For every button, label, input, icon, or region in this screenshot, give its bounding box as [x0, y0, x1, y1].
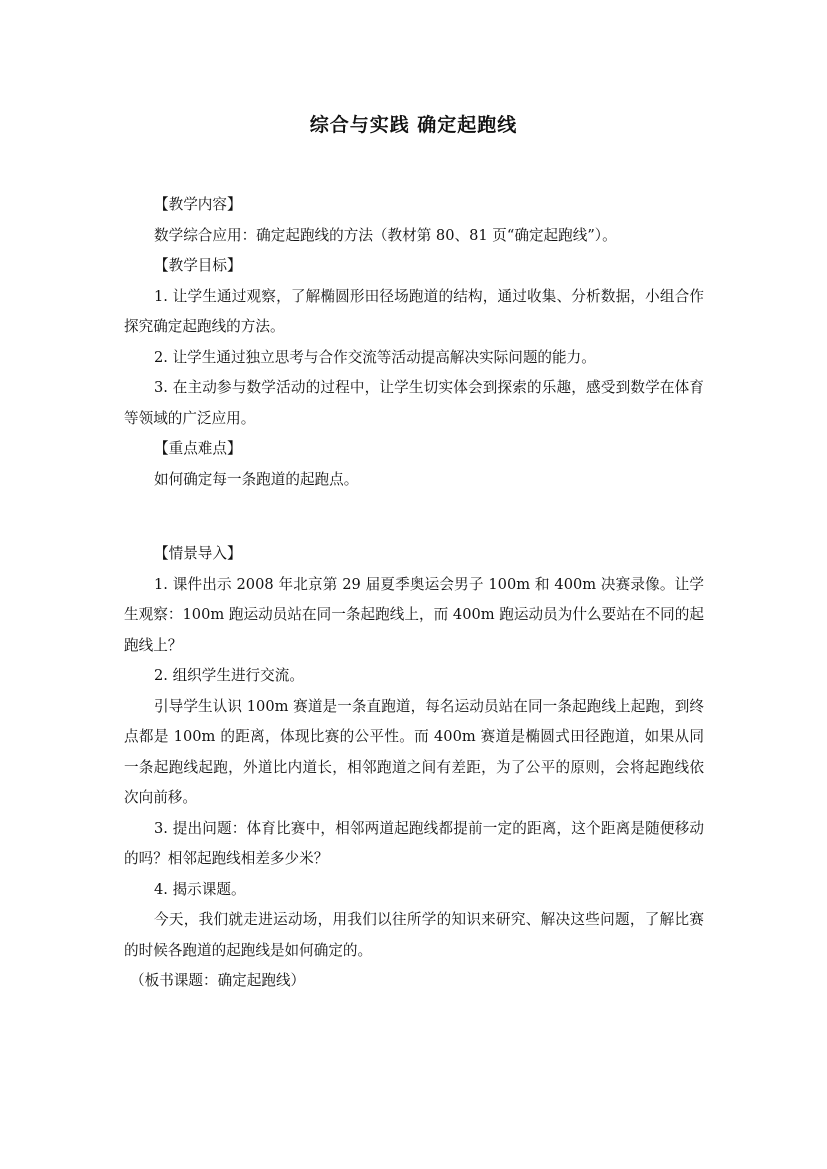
blackboard-note: （板书课题：确定起跑线）	[130, 972, 306, 989]
paragraph: 2. 组织学生进行交流。	[154, 667, 304, 684]
document-body	[124, 190, 704, 997]
paragraph: 2. 让学生通过独立思考与合作交流等活动提高解决实际问题的能力。	[154, 348, 596, 366]
paragraph: 3. 在主动参与数学活动的过程中，让学生切实体会到探索的乐趣，感受到数学在体育等领域的广泛应用。	[124, 379, 704, 427]
paragraph: 引导学生认识 100m 赛道是一条直跑道，每名运动员站在同一条起跑线上起跑，到终点都是 100m 的距离，体现比赛的公平性。而 400m 赛道是椭圆式田径跑道，如果从同一条起跑线起跑，外道比内道长，相邻跑道之间有差距，为了公平的原则，会将起跑线依次向前移。	[124, 697, 704, 806]
section-heading-introduction: 【情景导入】	[154, 545, 242, 562]
section-heading-objectives: 【教学目标】	[154, 257, 242, 274]
paragraph: 4. 揭示课题。	[154, 880, 246, 898]
section-heading-content: 【教学内容】	[154, 196, 242, 213]
paragraph: 数学综合应用：确定起跑线的方法（教材第 80、81 页“确定起跑线”）。	[154, 226, 617, 244]
section-gap	[124, 495, 704, 539]
paragraph: 3. 提出问题：体育比赛中，相邻两道起跑线都提前一定的距离，这个距离是随便移动的吗？相邻起跑线相差多少米？	[124, 819, 704, 867]
paragraph: 1. 让学生通过观察，了解椭圆形田径场跑道的结构，通过收集、分析数据，小组合作探究确定起跑线的方法。	[124, 287, 704, 335]
paragraph: 今天，我们就走进运动场，用我们以往所学的知识来研究、解决这些问题，了解比赛的时候各跑道的起跑线是如何确定的。	[124, 911, 704, 959]
page-title: 综合与实践 确定起跑线	[309, 114, 518, 136]
paragraph: 1. 课件出示 2008 年北京第 29 届夏季奥运会男子 100m 和 400m 决赛录像。让学生观察：100m 跑运动员站在同一条起跑线上，而 400m 跑运动员为什么要站在不同的起跑线上？	[124, 575, 704, 654]
paragraph: 如何确定每一条跑道的起跑点。	[154, 470, 359, 488]
section-heading-key-points: 【重点难点】	[154, 440, 242, 457]
